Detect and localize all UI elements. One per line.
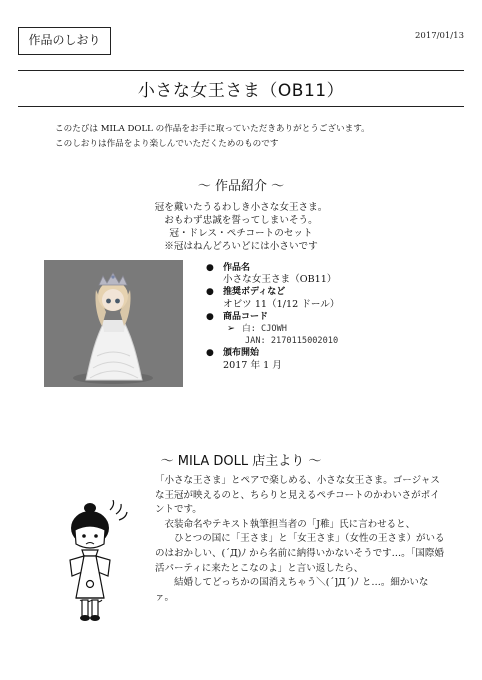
detail-label: 作品名 (223, 263, 251, 273)
product-details (206, 262, 339, 372)
code-color: 白: CJOWH (242, 324, 287, 335)
owner-message (155, 474, 445, 605)
message-paragraph: 衣装命名やテキスト執筆担当者の「J稚」氏に言わせると、 (155, 518, 416, 530)
message-paragraph: 結婚してどっちかの国消えちゃう＼(´]Д´)ﾉ と…。細かいなァ。 (155, 577, 429, 603)
section-heading-product: 〜 作品紹介 〜 (197, 179, 285, 194)
detail-value-jan (223, 335, 339, 347)
bullet-icon: ● (206, 263, 214, 273)
title-top-rule (18, 70, 464, 71)
intro-line: このしおりは作品をより楽しんでいただくためのものです (55, 139, 279, 149)
detail-item-code (206, 311, 339, 348)
doll-photo (44, 260, 183, 387)
detail-value: 小さな女王さま（OB11） (223, 274, 337, 286)
detail-label: 頒布開始 (223, 348, 260, 359)
description-line: 冠・ドレス・ペチコートのセット (169, 228, 313, 239)
detail-item-body (206, 286, 339, 310)
detail-value: 2017 年 1 月 (223, 359, 282, 371)
mascot-illustration (60, 500, 138, 626)
doll-illustration (44, 260, 183, 387)
detail-item-release (206, 347, 339, 371)
mascot-icon (60, 500, 138, 626)
code-jan: JAN: 2170115002010 (245, 336, 339, 347)
description-line: おもわず忠誠を誓ってしまいそう。 (164, 215, 318, 226)
intro-text (55, 122, 370, 152)
bullet-icon: ● (206, 311, 214, 322)
product-description (0, 201, 482, 253)
message-paragraph: 「小さな王さま」とペアで楽しめる、小さな女王さま。ゴージャスな王冠が映えるのと、ちらりと見えるペチコートのかわいさがポイントです。 (155, 475, 440, 516)
title-bottom-rule (18, 106, 464, 107)
document-date: 2017/01/13 (415, 31, 464, 41)
detail-value-color (223, 323, 339, 335)
detail-label: 推奨ボディなど (223, 287, 286, 298)
section-heading-owner: 〜 MILA DOLL 店主より 〜 (160, 454, 322, 469)
detail-item-name (206, 262, 339, 286)
detail-value: オビツ 11（1/12 ドール） (223, 298, 340, 310)
description-line: 冠を戴いたうるわしき小さな女王さま。 (154, 202, 328, 213)
page-title: 小さな女王さま（OB11） (137, 81, 345, 101)
intro-line: このたびは MILA DOLL の作品をお手に取っていただきありがとうございます。 (55, 124, 370, 134)
arrow-icon: ➢ (227, 323, 236, 335)
detail-label: 商品コード (223, 311, 269, 322)
bullet-icon: ● (206, 348, 214, 359)
message-paragraph: ひとつの国に「王さま」と「女王さま」（女性の王さま）がいるのはおかしい、(´Д)ﾉ から名前に納得いかないそうです…。「国際婚活パーティに来たとこなのよ」と言い返したら、 (155, 533, 445, 574)
description-line: ※冠はねんどろいどには小さいです (164, 241, 318, 252)
bullet-icon: ● (206, 287, 214, 298)
document-label-box: 作品のしおり (18, 27, 111, 55)
